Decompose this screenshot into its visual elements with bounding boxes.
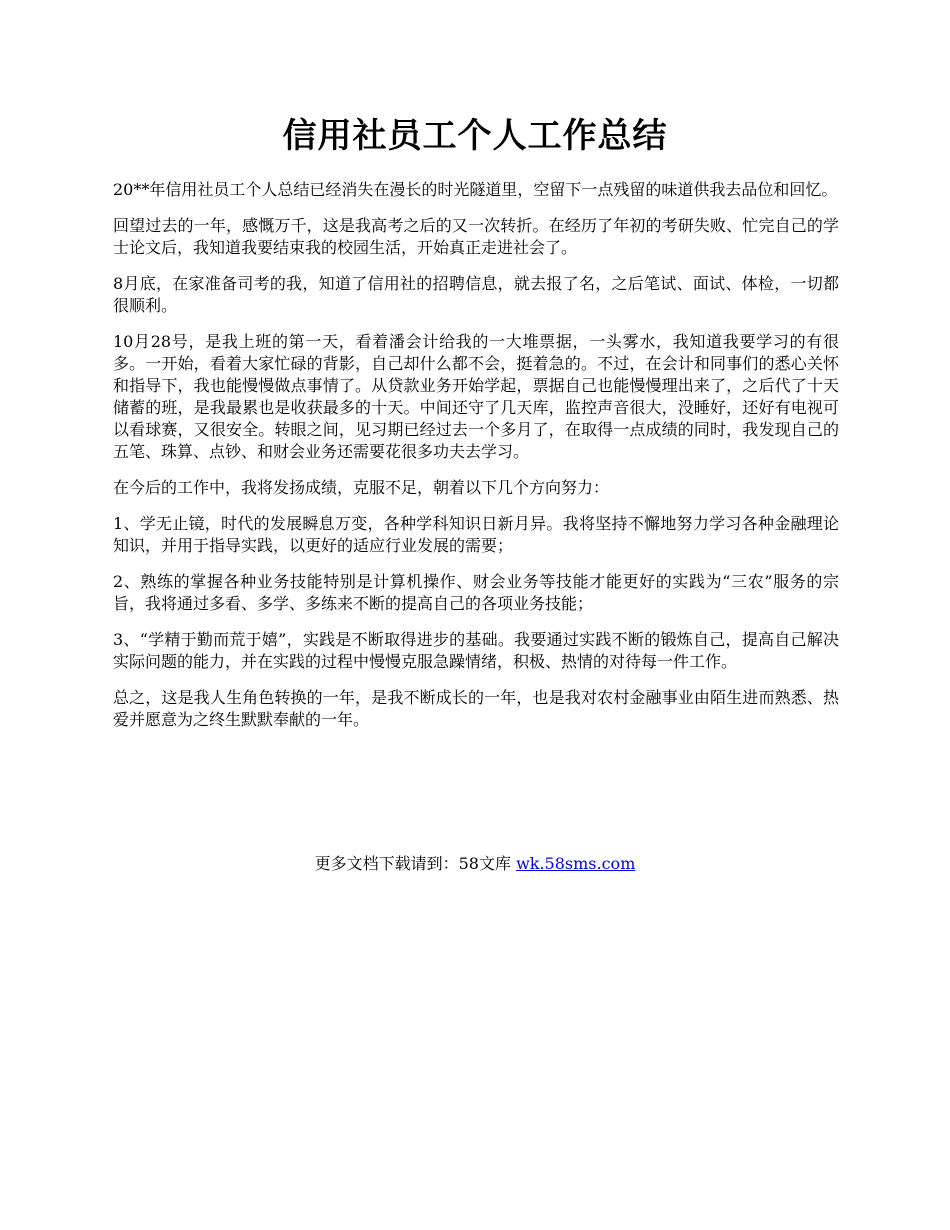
paragraph: 在今后的工作中，我将发扬成绩，克服不足，朝着以下几个方向努力：: [113, 478, 610, 497]
paragraph: 8月底，在家准备司考的我，知道了信用社的招聘信息，就去报了名，之后笔试、面试、体检，一切都很顺利。: [113, 274, 839, 315]
paragraph: 3、“学精于勤而荒于嬉”，实践是不断取得进步的基础。我要通过实践不断的锻炼自己，提高自己解决实际问题的能力，并在实践的过程中慢慢克服急躁情绪，积极、热情的对待每一件工作。: [113, 630, 839, 671]
paragraph: 2、熟练的掌握各种业务技能特别是计算机操作、财会业务等技能才能更好的实践为“三农”服务的宗旨，我将通过多看、多学、多练来不断的提高自己的各项业务技能；: [113, 572, 839, 613]
footer-text: 更多文档下载请到：58文库: [314, 854, 517, 873]
document-body: [113, 179, 839, 745]
download-footer: [0, 853, 950, 875]
paragraph: 总之，这是我人生角色转换的一年，是我不断成长的一年，也是我对农村金融事业由陌生进而熟悉、热爱并愿意为之终生默默奉献的一年。: [113, 688, 839, 729]
paragraph: 1、学无止镜，时代的发展瞬息万变，各种学科知识日新月异。我将坚持不懈地努力学习各种金融理论知识，并用于指导实践，以更好的适应行业发展的需要；: [113, 514, 839, 555]
paragraph: 10月28号，是我上班的第一天，看着潘会计给我的一大堆票据，一头雾水，我知道我要学习的有很多。一开始，看着大家忙碌的背影，自己却什么都不会，挺着急的。不过，在会计和同事们的悉心关怀和指导下，我也能慢慢做点事情了。从贷款业务开始学起，票据自己也能慢慢理出来了，之后代了十天储蓄的班，是我最累也是收获最多的十天。中间还守了几天库，监控声音很大，没睡好，还好有电视可以看球赛，又很安全。转眼之间，见习期已经过去一个多月了，在取得一点成绩的同时，我发现自己的五笔、珠算、点钞、和财会业务还需要花很多功夫去学习。: [113, 332, 839, 461]
download-link[interactable]: wk.58sms.com: [516, 854, 636, 873]
paragraph: 20**年信用社员工个人总结已经消失在漫长的时光隧道里，空留下一点残留的味道供我去品位和回忆。: [113, 180, 838, 199]
document-title: 信用社员工个人工作总结: [282, 116, 668, 156]
paragraph: 回望过去的一年，感慨万千，这是我高考之后的又一次转折。在经历了年初的考研失败、忙完自己的学士论文后，我知道我要结束我的校园生活，开始真正走进社会了。: [113, 216, 839, 257]
